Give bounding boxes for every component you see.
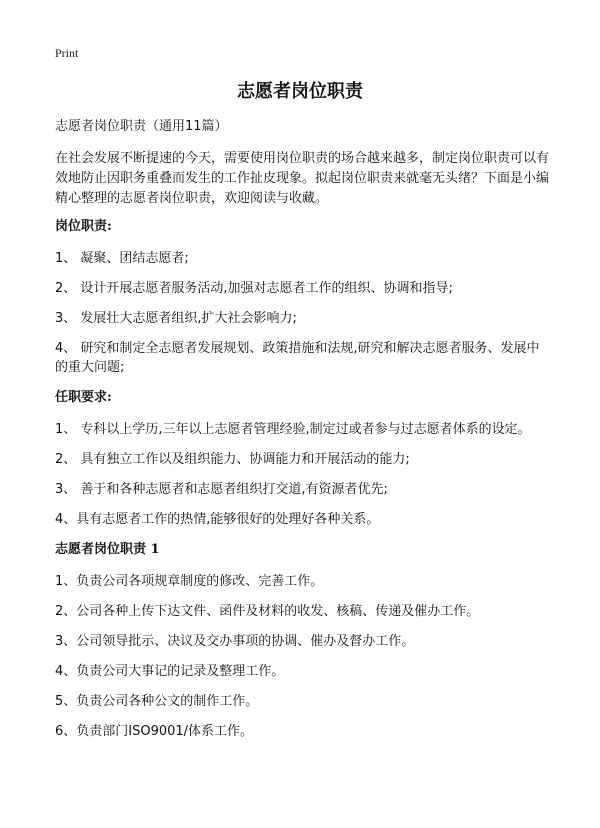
document-subtitle: 志愿者岗位职责（通用11篇）	[55, 119, 228, 134]
document-body	[55, 117, 550, 752]
list-item: 2、公司各种上传下达文件、函件及材料的收发、核稿、传递及催办工作。	[55, 604, 480, 619]
list-item: 1、 专科以上学历,三年以上志愿者管理经验,制定过或者参与过志愿者体系的设定。	[55, 422, 531, 437]
section-requirements	[55, 388, 550, 529]
intro-paragraph: 在社会发展不断提速的今天，需要使用岗位职责的场合越来越多，制定岗位职责可以有效地防止因职务重叠而发生的工作扯皮现象。拟起岗位职责来就毫无头绪？下面是小编精心整理的志愿者岗位职责，欢迎阅读与收藏。	[55, 151, 550, 206]
document-title: 志愿者岗位职责	[237, 81, 363, 102]
list-item: 2、 具有独立工作以及组织能力、协调能力和开展活动的能力;	[55, 452, 410, 467]
list-item: 6、负责部门ISO9001/体系工作。	[55, 724, 254, 739]
list-item: 4、 研究和制定全志愿者发展规划、政策措施和法规,研究和解决志愿者服务、发展中的重大问题;	[55, 341, 540, 375]
section-job-duties	[55, 217, 550, 377]
list-item: 5、负责公司各种公文的制作工作。	[55, 694, 259, 709]
list-item: 1、 凝聚、团结志愿者;	[55, 251, 189, 266]
section-heading: 任职要求:	[55, 390, 112, 405]
list-item: 3、 善于和各种志愿者和志愿者组织打交道,有资源者优先;	[55, 482, 388, 497]
list-item: 3、公司领导批示、决议及交办事项的协调、催办及督办工作。	[55, 634, 415, 649]
list-item: 2、 设计开展志愿者服务活动,加强对志愿者工作的组织、协调和指导;	[55, 281, 453, 296]
list-item: 4、具有志愿者工作的热情,能够很好的处理好各种关系。	[55, 512, 380, 527]
list-item: 1、负责公司各项规章制度的修改、完善工作。	[55, 574, 324, 589]
list-item: 4、负责公司大事记的记录及整理工作。	[55, 664, 285, 679]
section-heading: 岗位职责:	[55, 219, 112, 234]
section-duties-1	[55, 540, 550, 741]
print-link[interactable]: Print	[55, 46, 79, 60]
list-item: 3、 发展壮大志愿者组织,扩大社会影响力;	[55, 311, 297, 326]
section-heading: 志愿者岗位职责 1	[55, 542, 160, 557]
